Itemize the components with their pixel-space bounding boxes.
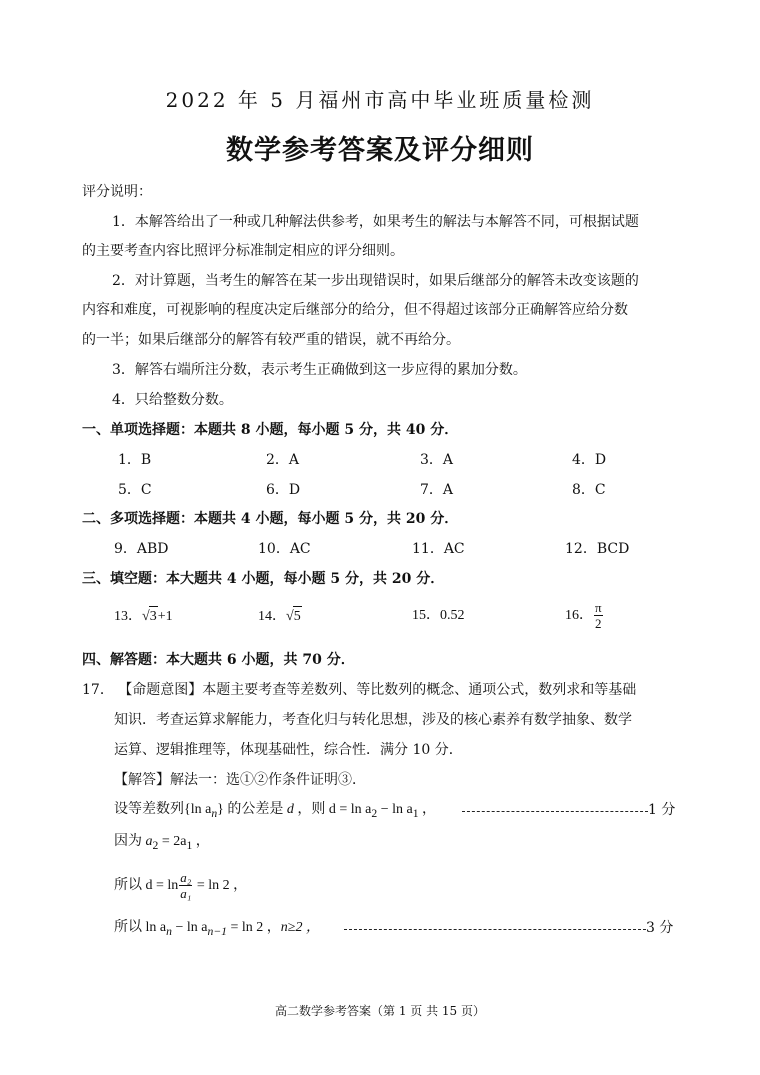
note-line-7: 4．只给整数分数。: [112, 392, 233, 408]
answer-16-label: 16．: [565, 608, 593, 623]
answer-15: 15．0.52: [412, 608, 465, 623]
step-1-seq-open: {ln a: [184, 802, 212, 817]
step-1-seq-close: }: [217, 802, 224, 817]
answer-13-rest: +1: [157, 609, 173, 624]
answer-14-radicand: 5: [293, 606, 302, 627]
answer-13-label: 13．: [114, 609, 142, 624]
answer-16-fraction: [594, 600, 603, 631]
step-2-comma: ，: [192, 834, 210, 849]
step-3-eq-a: d = ln: [145, 878, 179, 893]
step-3-text: 所以: [114, 878, 146, 893]
score-leader-2: [344, 929, 646, 930]
answer-16: [565, 598, 604, 634]
step-4-sub-n: n: [166, 924, 172, 938]
q17-step-1: [114, 800, 436, 824]
step-1-comma: ，: [418, 802, 437, 817]
step-2-sub-1: 1: [186, 838, 193, 852]
page-footer: 高二数学参考答案（第 1 页 共 15 页）: [275, 1004, 485, 1018]
step-4-eq-c: = ln 2 ，: [226, 920, 281, 935]
q17-intro-line-3: 运算、逻辑推理等，体现基础性，综合性．满分 10 分．: [114, 742, 463, 758]
q17-step-3: [114, 868, 247, 904]
answer-13: [114, 606, 173, 627]
q17-solution-heading: 【解答】解法一：选①②作条件证明③．: [114, 772, 366, 788]
step-4-eq-b: − ln a: [171, 920, 208, 935]
note-line-6: 3．解答右端所注分数，表示考生正确做到这一步应得的累加分数。: [112, 362, 527, 378]
answer-2: 2．A: [266, 452, 300, 468]
step-2-a: a: [145, 834, 153, 849]
q17-step-4: [114, 918, 320, 942]
note-line-1: 1．本解答给出了一种或几种解法供参考，如果考生的解法与本解答不同，可根据试题: [112, 214, 639, 230]
notes-heading: 评分说明：: [82, 184, 152, 200]
step-3-fraction: [179, 870, 192, 901]
score-leader-1: [462, 811, 648, 812]
step-1-text-d: 的公差是: [223, 802, 287, 817]
step-1-sub-1: 1: [412, 806, 419, 820]
answer-11: 11．AC: [412, 541, 465, 557]
q17-intro-line-1: 17． 【命题意图】本题主要考查等差数列、等比数列的概念、通项公式，数列求和等基础: [82, 682, 637, 698]
q17-intro-line-2: 知识．考查运算求解能力，考查化归与转化思想，涉及的核心素养有数学抽象、数学: [114, 712, 632, 728]
answer-4: 4．D: [572, 452, 607, 468]
answer-8: 8．C: [572, 482, 606, 498]
score-step-2: 3 分: [646, 920, 674, 936]
answer-13-radicand: 3: [149, 606, 158, 627]
step-1-text-f: ，则: [293, 802, 329, 817]
answer-3: 3．A: [420, 452, 454, 468]
step-1-var-d: d: [286, 802, 294, 817]
step-1-sub-2: 2: [371, 806, 378, 820]
step-4-text: 所以: [114, 920, 146, 935]
step-4-sub-n-1: n−1: [207, 924, 227, 938]
answer-6: 6．D: [266, 482, 301, 498]
answer-5: 5．C: [118, 482, 152, 498]
sqrt-sign: √: [286, 609, 294, 624]
answer-14-label: 14．: [258, 609, 286, 624]
step-3-numerator: a₂: [180, 870, 192, 886]
note-line-5: 的一半；如果后继部分的解答有较严重的错误，就不再给分。: [82, 332, 460, 348]
document-subtitle: 数学参考答案及评分细则: [226, 135, 534, 166]
section4-heading: 四、解答题：本大题共 6 小题，共 70 分．: [82, 652, 355, 668]
step-4-condition: n≥2 ，: [280, 920, 320, 935]
score-step-1: 1 分: [648, 802, 676, 818]
step-1-sub-n: n: [211, 806, 218, 820]
note-line-3: 2．对计算题，当考生的解答在某一步出现错误时，如果后继部分的解答未改变该题的: [112, 273, 639, 289]
step-4-eq-a: ln a: [145, 920, 167, 935]
answer-1: 1．B: [118, 452, 152, 468]
answer-12: 12．BCD: [565, 541, 630, 557]
answer-16-denominator: 2: [595, 616, 602, 632]
step-1-eq-b: − ln a: [377, 802, 413, 817]
section1-heading: 一、单项选择题：本题共 8 小题，每小题 5 分，共 40 分．: [82, 422, 459, 438]
answer-16-numerator: π: [595, 600, 602, 616]
step-2-sub-2: 2: [152, 838, 159, 852]
answer-10: 10．AC: [258, 541, 311, 557]
sqrt-sign: √: [142, 609, 150, 624]
exam-title: 2022 年 5 月福州市高中毕业班质量检测: [165, 88, 595, 112]
section2-heading: 二、多项选择题：本题共 4 小题，每小题 5 分，共 20 分．: [82, 511, 459, 527]
answer-14: [258, 606, 302, 627]
step-2-eq: = 2a: [158, 834, 187, 849]
section3-heading: 三、填空题：本大题共 4 小题，每小题 5 分，共 20 分．: [82, 571, 445, 587]
answer-9: 9．ABD: [114, 541, 169, 557]
answer-7: 7．A: [420, 482, 454, 498]
step-1-eq-a: d = ln a: [328, 802, 372, 817]
q17-step-2: [114, 832, 210, 856]
step-2-text: 因为: [114, 834, 146, 849]
step-1-text-a: 设等差数列: [114, 802, 184, 817]
step-3-denominator: a₁: [180, 886, 192, 902]
step-3-eq-b: = ln 2 ，: [193, 878, 248, 893]
note-line-4: 内容和难度，可视影响的程度决定后继部分的给分，但不得超过该部分正确解答应给分数: [82, 302, 628, 318]
note-line-2: 的主要考查内容比照评分标准制定相应的评分细则。: [82, 243, 404, 259]
